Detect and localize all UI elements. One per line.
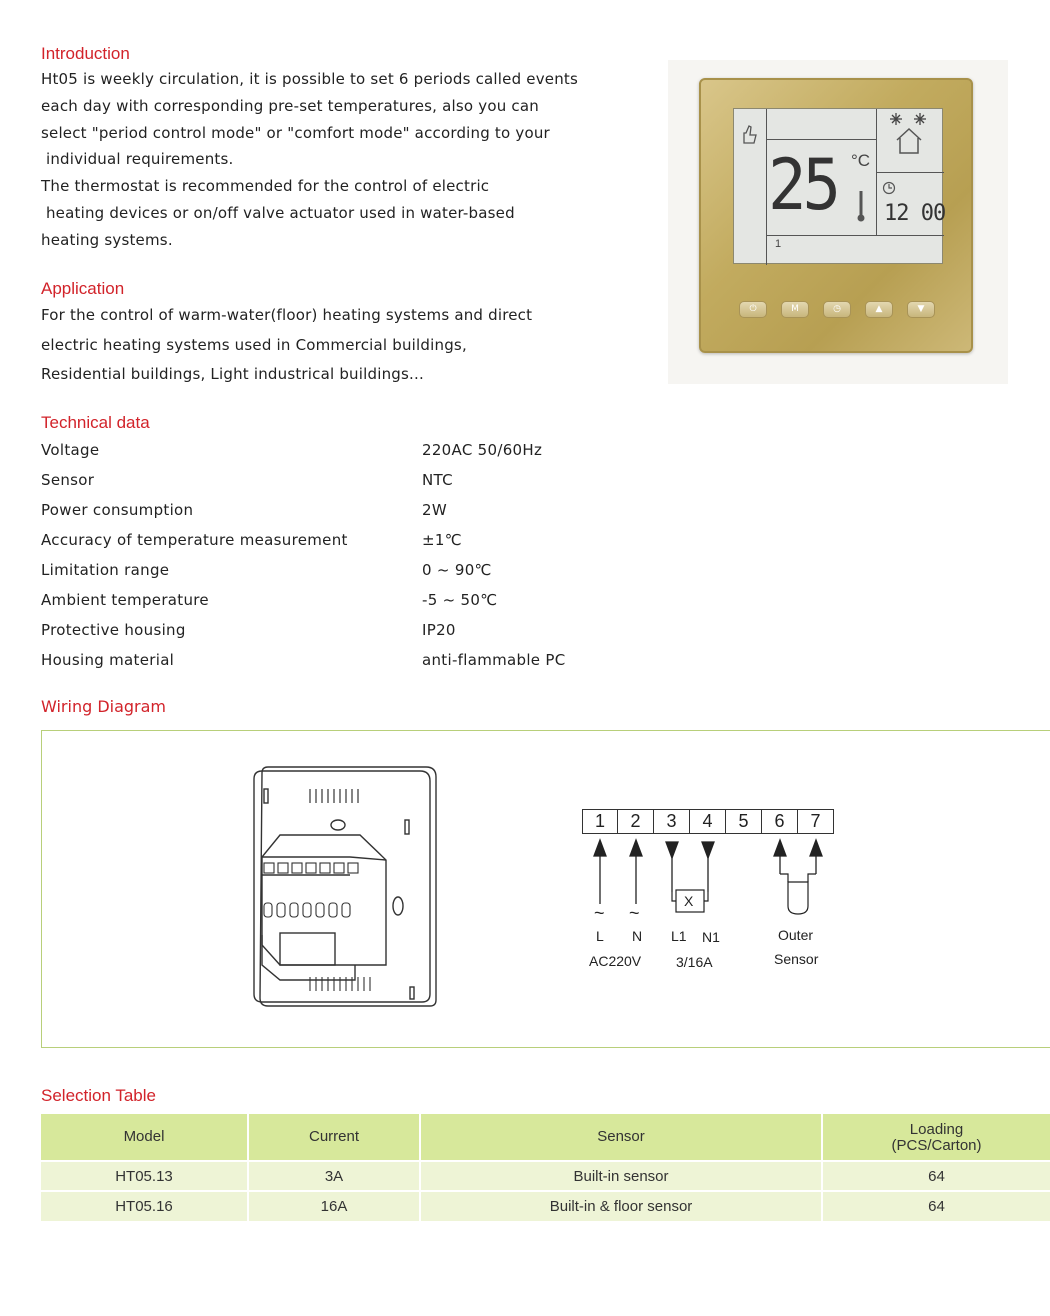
label-l: L xyxy=(596,928,604,944)
menu-icon: M xyxy=(791,304,799,314)
tech-label: Housing material xyxy=(41,651,175,669)
column-header-current: Current xyxy=(248,1114,420,1161)
up-icon: ▲ xyxy=(875,304,883,314)
cell-loading: 64 xyxy=(822,1191,1050,1221)
tech-row-sensor xyxy=(41,470,641,500)
introduction-heading: Introduction xyxy=(41,44,130,63)
time-value: 12 00 xyxy=(884,201,946,226)
tech-label: Limitation range xyxy=(41,561,170,579)
tech-row-limitation xyxy=(41,560,641,590)
tech-value: 0 ~ 90℃ xyxy=(422,561,492,579)
tilde-n: ~ xyxy=(629,903,640,923)
thermostat-back-drawing xyxy=(250,765,442,1010)
wiring-connections xyxy=(580,834,840,924)
tech-value: NTC xyxy=(422,471,453,489)
terminal-1: 1 xyxy=(582,809,618,834)
label-n: N xyxy=(632,928,643,944)
selection-table xyxy=(41,1114,1050,1221)
thermometer-icon xyxy=(857,191,865,223)
label-l1: L1 xyxy=(671,928,687,944)
tech-row-voltage xyxy=(41,440,641,470)
column-header-model: Model xyxy=(41,1114,248,1161)
tech-value: IP20 xyxy=(422,621,456,639)
tech-value: 2W xyxy=(422,501,447,519)
comfort-hand-icon xyxy=(740,123,760,145)
cell-current: 3A xyxy=(248,1161,420,1191)
label-n1: N1 xyxy=(702,929,720,945)
down-button[interactable] xyxy=(907,301,935,318)
down-icon: ▼ xyxy=(917,304,925,314)
terminal-2: 2 xyxy=(618,809,654,834)
application-heading: Application xyxy=(41,279,125,298)
cell-loading: 64 xyxy=(822,1161,1050,1191)
cell-sensor: Built-in & floor sensor xyxy=(420,1191,822,1221)
selection-heading: Selection Table xyxy=(41,1086,156,1105)
thermostat-photo xyxy=(668,60,1008,384)
wiring-heading: Wiring Diagram xyxy=(41,697,167,716)
tech-label: Power consumption xyxy=(41,501,194,519)
intro-line: select "period control mode" or "comfort mode" according to your xyxy=(41,123,550,142)
cell-model: HT05.16 xyxy=(41,1191,248,1221)
clock-icon: ◷ xyxy=(833,304,841,314)
column-header-sensor: Sensor xyxy=(420,1114,822,1161)
wiring-diagram-frame xyxy=(41,730,1050,1048)
tech-value: -5 ~ 50℃ xyxy=(422,591,498,609)
intro-line: heating devices or on/off valve actuator used in water-based xyxy=(41,203,515,222)
label-current: 3/16A xyxy=(676,954,713,970)
terminal-7: 7 xyxy=(798,809,834,834)
tech-row-power xyxy=(41,500,641,530)
application-text xyxy=(41,301,532,390)
intro-line: individual requirements. xyxy=(41,150,234,169)
thermostat-body xyxy=(699,78,973,353)
tech-label: Ambient temperature xyxy=(41,591,209,609)
home-icon xyxy=(894,127,924,155)
tech-label: Sensor xyxy=(41,471,95,489)
introduction-text xyxy=(41,66,578,254)
clock-button[interactable] xyxy=(823,301,851,318)
cell-model: HT05.13 xyxy=(41,1161,248,1191)
period-number: 1 xyxy=(775,238,782,250)
tech-row-ambient xyxy=(41,590,641,620)
app-line: For the control of warm-water(floor) heating systems and direct xyxy=(41,306,533,324)
table-header-row xyxy=(41,1114,1050,1161)
cell-current: 16A xyxy=(248,1191,420,1221)
technical-heading: Technical data xyxy=(41,413,150,432)
tech-row-material xyxy=(41,650,641,680)
intro-line: The thermostat is recommended for the control of electric xyxy=(41,177,490,196)
menu-button[interactable] xyxy=(781,301,809,318)
tech-label: Accuracy of temperature measurement xyxy=(41,531,348,549)
tilde-l: ~ xyxy=(594,903,605,923)
intro-line: Ht05 is weekly circulation, it is possible to set 6 periods called events xyxy=(41,70,578,88)
sun-icon xyxy=(890,113,930,125)
tech-value: anti-flammable PC xyxy=(422,651,566,669)
label-ac220v: AC220V xyxy=(589,953,642,969)
tech-row-accuracy xyxy=(41,530,641,560)
tech-value: ±1℃ xyxy=(422,531,462,549)
terminal-5: 5 xyxy=(726,809,762,834)
power-icon: ⏻ xyxy=(749,304,757,314)
tech-label: Voltage xyxy=(41,441,100,459)
power-button[interactable] xyxy=(739,301,767,318)
temperature-value: 25 xyxy=(768,145,838,227)
table-row xyxy=(41,1161,1050,1191)
label-outer: Outer xyxy=(778,927,814,943)
tech-value: 220AC 50/60Hz xyxy=(422,441,543,459)
terminal-4: 4 xyxy=(690,809,726,834)
tech-label: Protective housing xyxy=(41,621,186,639)
temperature-unit: °C xyxy=(851,151,871,170)
lcd-screen xyxy=(733,108,946,264)
clock-icon xyxy=(882,181,896,195)
intro-line: heating systems. xyxy=(41,230,173,249)
column-header-loading: Loading (PCS/Carton) xyxy=(822,1114,1050,1161)
relay-symbol: X xyxy=(684,893,694,909)
app-line: electric heating systems used in Commercial buildings, xyxy=(41,335,467,354)
label-sensor: Sensor xyxy=(774,951,819,967)
terminal-3: 3 xyxy=(654,809,690,834)
cell-sensor: Built-in sensor xyxy=(420,1161,822,1191)
intro-line: each day with corresponding pre-set temperatures, also you can xyxy=(41,96,539,115)
tech-row-housing xyxy=(41,620,641,650)
table-row xyxy=(41,1191,1050,1221)
up-button[interactable] xyxy=(865,301,893,318)
app-line: Residential buildings, Light industrical buildings... xyxy=(41,365,424,383)
terminal-6: 6 xyxy=(762,809,798,834)
